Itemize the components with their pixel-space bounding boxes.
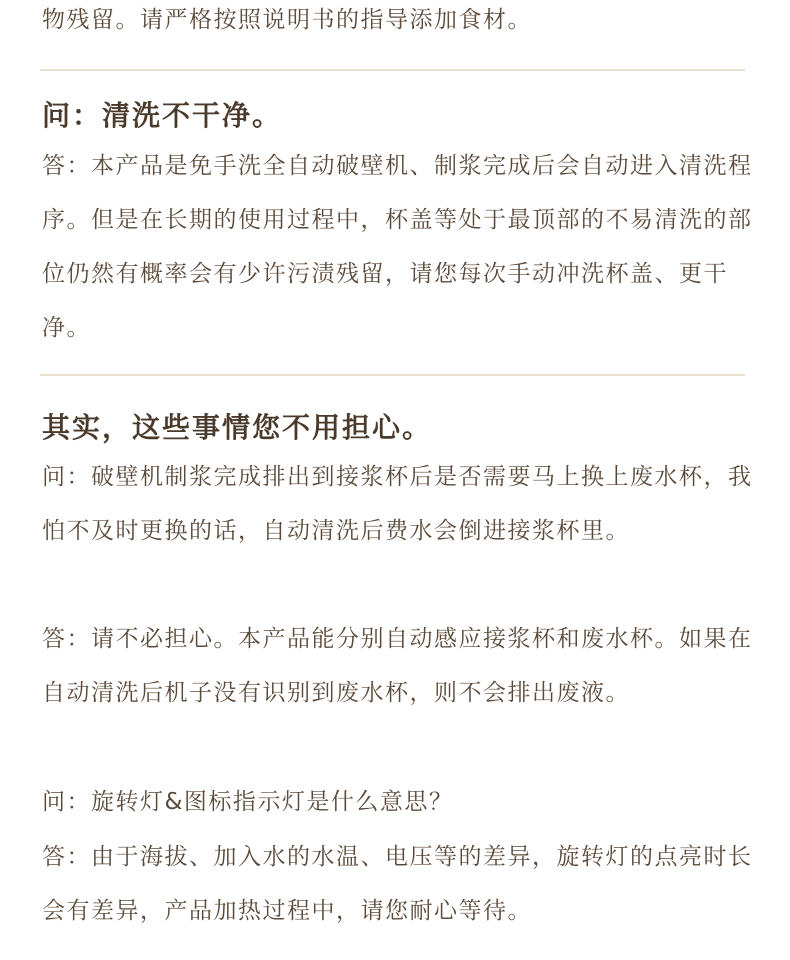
section2-title: 其实，这些事情您不用担心。 [42,411,433,444]
section1-question: 问：清洗不干净。 [42,99,283,132]
faq-item-4: 答：由于海拔、加入水的水温、电压等的差异，旋转灯的点亮时长会有差异，产品加热过程中，请您耐心等待。 [42,844,753,924]
faq-item-2: 答：请不必担心。本产品能分别自动感应接浆杯和废水杯。如果在自动清洗后机子没有识别到废水杯，则不会排出废液。 [42,626,753,706]
intro-tail-text: 物残留。请严格按照说明书的指导添加食材。 [42,7,532,33]
faq-item-3: 问：旋转灯&图标指示灯是什么意思？ [42,789,454,815]
divider-1 [40,69,745,71]
faq-item-1: 问：破壁机制浆完成排出到接浆杯后是否需要马上换上废水杯，我怕不及时更换的话，自动清洗后费水会倒进接浆杯里。 [42,464,753,544]
section1-answer: 答：本产品是免手洗全自动破壁机、制浆完成后会自动进入清洗程序。但是在长期的使用过程中，杯盖等处于最顶部的不易清洗的部位仍然有概率会有少许污渍残留，请您每次手动冲洗杯盖、更干净。 [42,153,753,341]
divider-2 [40,374,745,376]
